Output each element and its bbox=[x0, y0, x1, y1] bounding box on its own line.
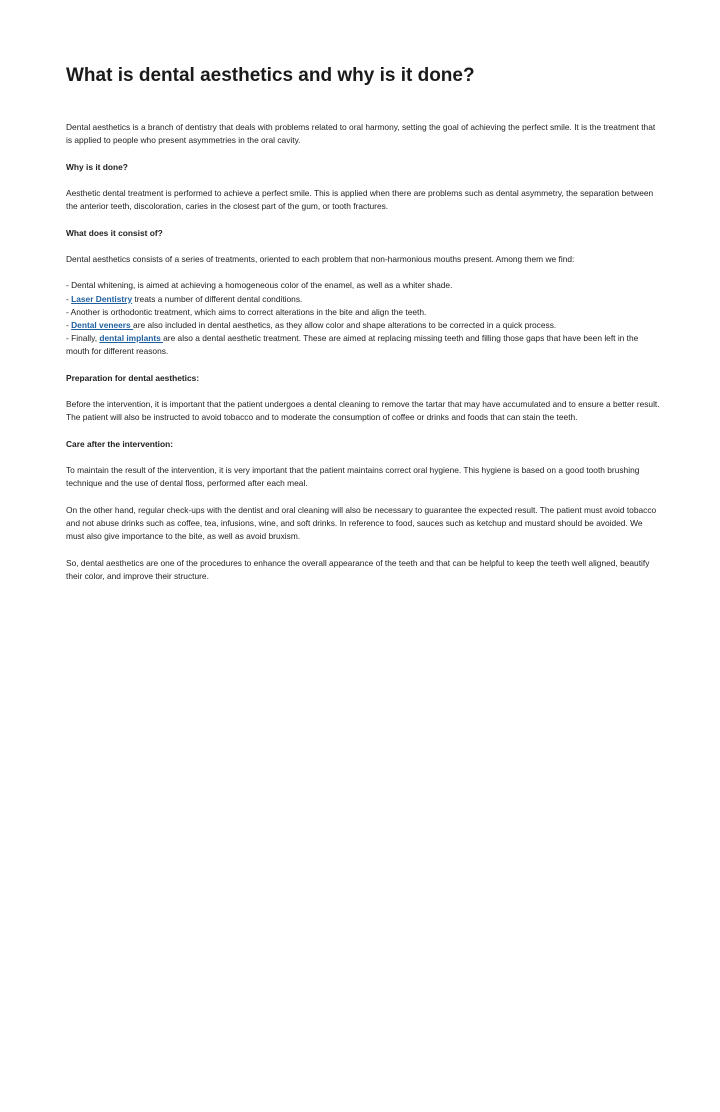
preparation-heading: Preparation for dental aesthetics: bbox=[66, 372, 200, 383]
dental-veneers-link[interactable]: Dental veneers bbox=[71, 319, 134, 330]
care-paragraph-1: To maintain the result of the intervention, it is very important that the patient maintains correct oral hygiene. This hygiene is based on a good tooth brushing technique and the use of dental floss, performed after each meal. bbox=[66, 465, 640, 489]
list-item-implants: - Finally, dental implants are also a dental aesthetic treatment. These are aimed at replacing missing teeth and filling those gaps that have been left in the mouth for different reasons. bbox=[66, 333, 639, 357]
intro-paragraph: Dental aesthetics is a branch of dentistry that deals with problems related to oral harmony, setting the goal of achieving the perfect smile. It is the treatment that is applied to people who present asymmetries in the oral cavity. bbox=[66, 122, 656, 146]
care-paragraph-2: On the other hand, regular check-ups with the dentist and oral cleaning will also be necessary to guarantee the expected result. The patient must avoid tobacco and not abuse drinks such as coffee, tea, infusions, wine, and soft drinks. In reference to food, sauces such as ketchup and mustard should be avoided. We must also give importance to the bite, as well as avoid bruxism. bbox=[66, 504, 657, 542]
dental-implants-link[interactable]: dental implants bbox=[99, 333, 164, 344]
care-paragraph-3: So, dental aesthetics are one of the procedures to enhance the overall appearance of the teeth and that can be helpful to keep the teeth well aligned, beautify their color, and improve their structure. bbox=[66, 557, 650, 581]
care-heading: Care after the intervention: bbox=[66, 438, 174, 449]
why-heading: Why is it done? bbox=[66, 161, 128, 172]
list-item-laser: - Laser Dentistry treats a number of different dental conditions. bbox=[66, 293, 303, 304]
list-item-orthodontic: - Another is orthodontic treatment, which aims to correct alterations in the bite and align the teeth. bbox=[66, 306, 427, 317]
laser-dentistry-link[interactable]: Laser Dentistry bbox=[71, 293, 133, 304]
article-body bbox=[66, 121, 660, 583]
why-paragraph: Aesthetic dental treatment is performed to achieve a perfect smile. This is applied when there are problems such as dental asymmetry, the separation between the anterior teeth, discoloration, caries in the closest part of the gum, or tooth fractures. bbox=[66, 187, 654, 212]
consist-heading: What does it consist of? bbox=[66, 227, 163, 238]
page-title: What is dental aesthetics and why is it done? bbox=[66, 65, 475, 86]
list-item-whitening: - Dental whitening, is aimed at achieving a homogeneous color of the enamel, as well as a whiter shade. bbox=[66, 280, 453, 291]
preparation-paragraph: Before the intervention, it is important that the patient undergoes a dental cleaning to remove the tartar that may have accumulated and to ensure a better result. The patient will also be instructed to avoid tobacco and to moderate the consumption of coffee or drinks and foods that can stain the teeth. bbox=[66, 399, 660, 423]
consist-paragraph: Dental aesthetics consists of a series of treatments, oriented to each problem that non-harmonious mouths present. Among them we find: bbox=[66, 253, 575, 264]
list-item-veneers: - Dental veneers are also included in dental aesthetics, as they allow color and shape alterations to be corrected in a quick process. bbox=[66, 319, 557, 330]
